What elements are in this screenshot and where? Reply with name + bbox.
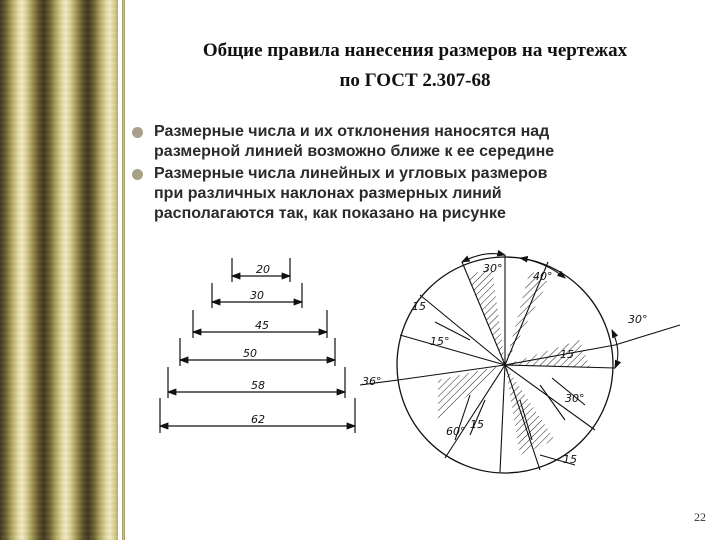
angle-label: 30°: [483, 262, 503, 275]
dimension-label: 45: [255, 319, 269, 332]
dimension-label: 58: [251, 379, 265, 392]
bullet-text-line: при различных наклонах размерных линий: [154, 185, 502, 202]
dimension-label: 20: [256, 263, 270, 276]
dimension-label: 30: [250, 289, 264, 302]
bullet-text-line: Размерные числа линейных и угловых размеров: [154, 165, 548, 182]
title-line-1: Общие правила нанесения размеров на чертежах: [202, 40, 628, 61]
angle-label: 30°: [628, 313, 648, 326]
bullet-text-line: размерной линией возможно ближе к ее середине: [154, 143, 555, 160]
title-line-2: по ГОСТ 2.307-68: [339, 70, 491, 91]
angle-label: 15°: [430, 335, 450, 348]
dimension-label: 50: [243, 347, 257, 360]
bullet-text-line: Размерные числа и их отклонения наносятся над: [154, 123, 550, 140]
dimension-label: 62: [251, 413, 265, 426]
bullet-text-line: располагаются так, как показано на рисунке: [154, 205, 506, 222]
page-number: 22: [694, 510, 706, 524]
angle-label: 40°: [533, 270, 553, 283]
angle-label: 60°: [446, 425, 466, 438]
angle-label: 36°: [362, 375, 382, 388]
angle-label: 15: [412, 300, 426, 313]
angular-dimensions-drawing: [360, 254, 680, 473]
angle-label: 15: [560, 348, 574, 361]
angle-label: 15: [470, 418, 484, 431]
angle-label: 15: [563, 453, 577, 466]
angle-label: 30°: [565, 392, 585, 405]
linear-dimensions-drawing: [160, 258, 355, 433]
